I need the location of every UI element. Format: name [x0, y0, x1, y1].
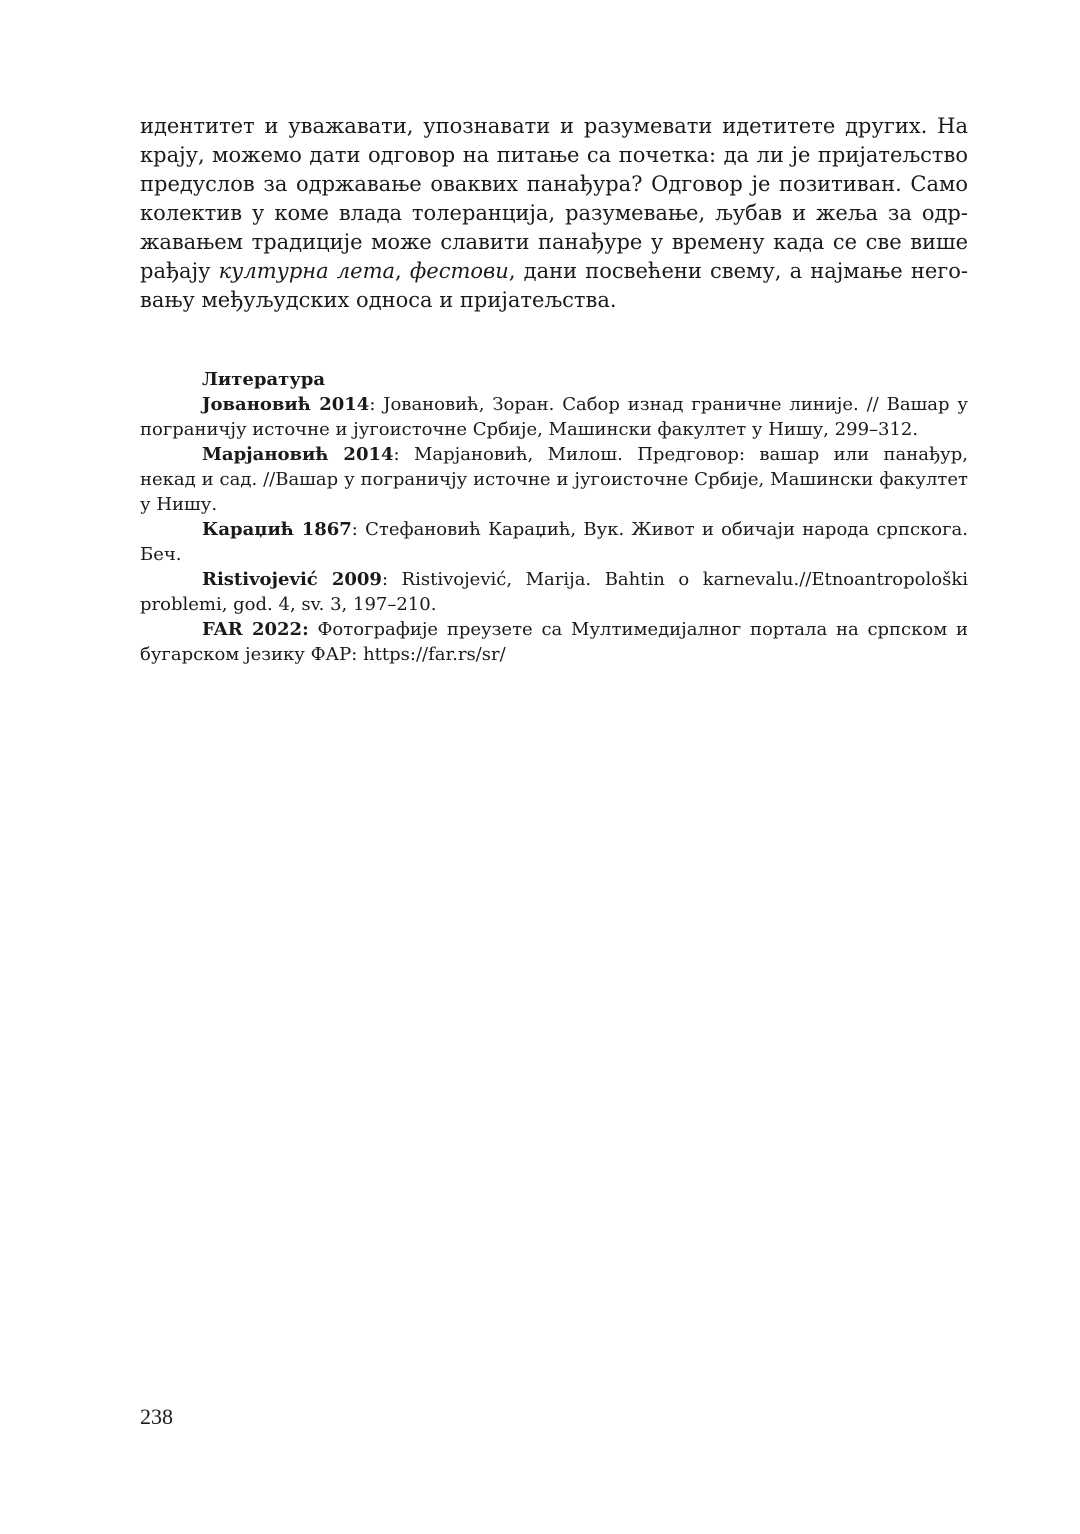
- paragraph-italic-term-1: културна лета: [218, 259, 396, 283]
- reference-item: [140, 617, 968, 667]
- reference-text: : Јовановић, Зоран. Сабор изнад граничне линије. // Вашар у пограничју источне и југоисточне Србије, Машински факултет у Нишу, 299–312.: [140, 394, 968, 440]
- reference-item: [140, 442, 968, 517]
- reference-key: FAR 2022:: [202, 619, 309, 640]
- page-number: 238: [140, 1404, 173, 1429]
- reference-item: [140, 567, 968, 617]
- reference-text: : Ristivojević, Marija. Bahtin o karnevalu.//Etnoantropološki problemi, god. 4, sv. 3, 197–210.: [140, 569, 968, 615]
- body-paragraph: [140, 112, 968, 315]
- reference-key: Ristivojević 2009: [202, 569, 382, 590]
- reference-item: [140, 517, 968, 567]
- references-section: [140, 367, 968, 667]
- page-content: [140, 112, 968, 667]
- reference-key: Караџић 1867: [202, 519, 352, 540]
- reference-text: : Стефановић Караџић, Вук. Живот и обичаји народа српскога. Беч.: [140, 519, 969, 565]
- reference-text: : Марјановић, Милош. Предговор: вашар или панађур, некад и сад. //Вашар у пограничју источне и југоисточне Србије, Машински факултет у Нишу.: [140, 444, 969, 515]
- reference-item: [140, 392, 968, 442]
- references-heading: Литература: [202, 369, 326, 390]
- paragraph-italic-term-2: фестови: [409, 259, 509, 283]
- paragraph-text-part-3: , дани посвећени свему, а најмање неговању међуљудских односа и пријатељства.: [140, 259, 969, 312]
- reference-key: Марјановић 2014: [202, 444, 394, 465]
- paragraph-text-part-1: идентитет и уважавати, упознавати и разумевати идетитете других. На крају, можемо дати одговор на питање са почетка: да ли је пријатељство предуслов за одржавање оваквих панађура? Одговор је позитиван. Само колектив у коме влада толеранција, разумевање, љубав и жеља за одржавањем традиције може славити панађуре у времену када се све више рађају: [140, 114, 968, 283]
- reference-key: Јовановић 2014: [202, 394, 370, 415]
- paragraph-text-part-2: ,: [395, 259, 410, 283]
- reference-text: Фотографије преузете са Мултимедијалног портала на српском и бугарском језику ФАР: https://far.rs/sr/: [140, 619, 968, 665]
